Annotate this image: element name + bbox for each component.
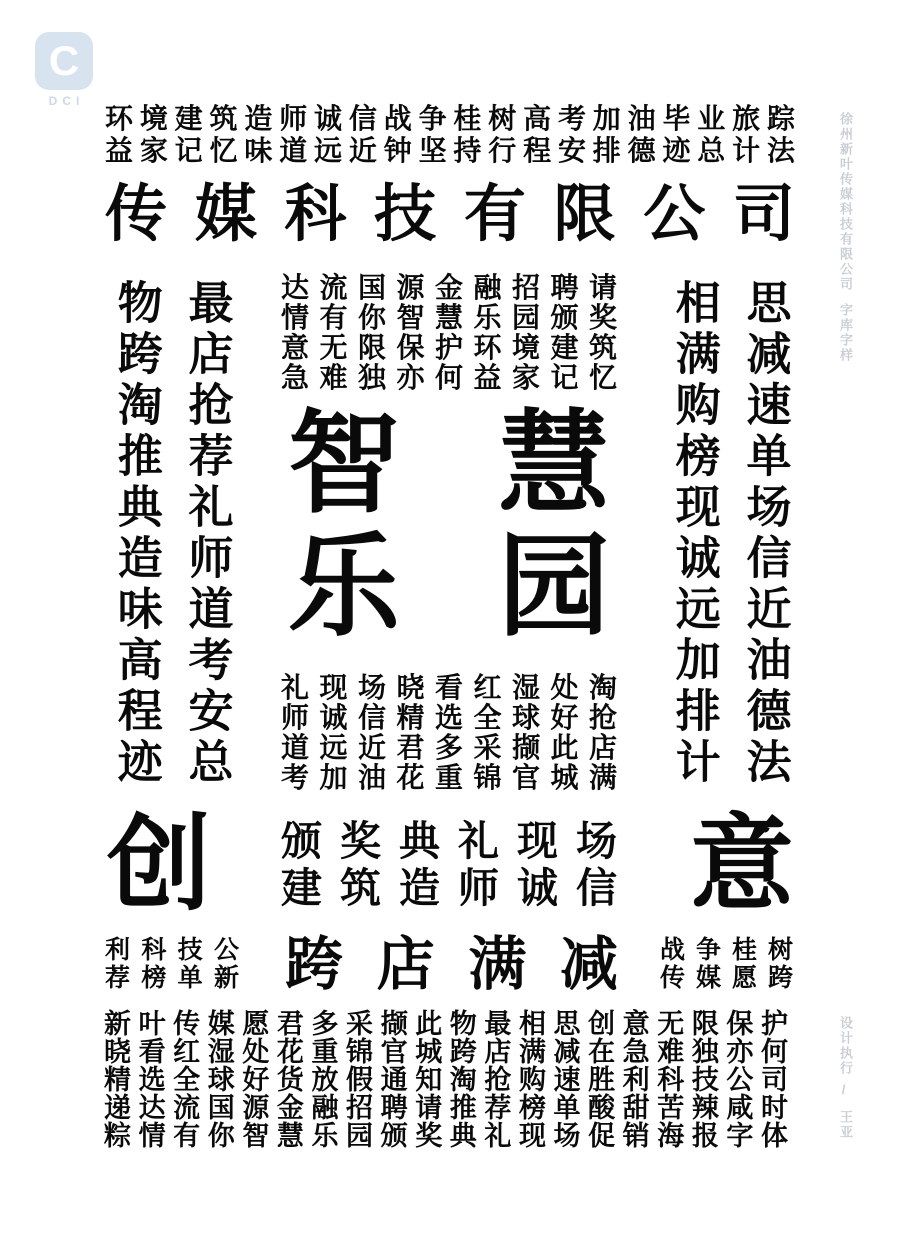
bottom-para-line-5: 粽情有你智慧乐园颁奖典礼现场促销海报字体 bbox=[104, 1121, 788, 1151]
caption-designer-name: 王亚 bbox=[838, 1110, 853, 1140]
left-vertical-column-1: 物跨淘推典造味高程迹 bbox=[110, 279, 162, 789]
bottom-mid-line-2: 建筑造师诚信 bbox=[281, 865, 617, 911]
logo-icon bbox=[35, 32, 93, 90]
bottom-para-line-1: 新叶传媒愿君多采撷此物最相思创意无限保护 bbox=[104, 1009, 788, 1039]
big-char-right: 意 bbox=[689, 807, 794, 923]
para-top-line-1: 达流国源金融招聘请 bbox=[281, 272, 617, 303]
center-paragraph-bottom bbox=[281, 673, 617, 793]
sample-line-2: 益家记忆味道远近钟坚持行程安排德迹总计法 bbox=[105, 135, 795, 166]
feature-line-2: 乐园 bbox=[288, 524, 610, 649]
left-vertical-columns bbox=[110, 279, 233, 789]
bottom-small-right-line-2: 传媒愿跨 bbox=[660, 964, 793, 992]
sample-line-1: 环境建筑造师诚信战争桂树高考加油毕业旅踪 bbox=[105, 103, 795, 134]
caption-separator: / bbox=[836, 1082, 851, 1097]
feature-characters bbox=[288, 402, 610, 648]
logo-letter: C bbox=[48, 37, 80, 84]
bottom-para-line-4: 递达流国源金融招聘请推荐榜单酸甜苦辣咸时 bbox=[104, 1093, 788, 1123]
para-top-line-3: 意无限保护环境建筑 bbox=[281, 332, 617, 363]
big-char-left: 创 bbox=[107, 807, 212, 923]
caption-design-label: 设计执行 bbox=[838, 1016, 853, 1076]
bottom-small-left-line-2: 荐榜单新 bbox=[105, 964, 239, 992]
bottom-small-right-line-1: 战争桂树 bbox=[660, 936, 793, 964]
logo-subtext: DCI bbox=[48, 94, 85, 108]
caption-company-name: 徐州新叶传媒科技有限公司 bbox=[838, 112, 853, 292]
bottom-small-left-line-1: 利科技公 bbox=[105, 936, 239, 964]
main-title: 传媒科技有限公司 bbox=[105, 180, 795, 249]
bottom-mid-large: 跨店满减 bbox=[285, 932, 618, 997]
header-sample-lines bbox=[105, 103, 795, 167]
logo bbox=[35, 32, 93, 108]
bottom-paragraph bbox=[104, 1010, 788, 1150]
bottom-mid-lines bbox=[281, 818, 617, 912]
bottom-small-left bbox=[105, 936, 239, 992]
bottom-para-line-3: 精选全球好货放假通知淘抢购速胜利科技公司 bbox=[104, 1065, 788, 1095]
caption-font-sample-label: 字库字样 bbox=[838, 303, 853, 363]
para-top-line-4: 急难独亦何益家记忆 bbox=[281, 362, 617, 393]
bottom-small-right bbox=[660, 936, 793, 992]
para-bottom-line-4: 考加油花重锦官城满 bbox=[281, 762, 617, 793]
para-top-line-2: 情有你智慧乐园颁奖 bbox=[281, 302, 617, 333]
feature-line-1: 智慧 bbox=[288, 401, 610, 526]
para-bottom-line-1: 礼现场晓看红湿处淘 bbox=[281, 672, 617, 703]
bottom-mid-line-1: 颁奖典礼现场 bbox=[281, 818, 617, 864]
bottom-para-line-2: 晓看红湿处花重锦官城跨店满减在急难独亦何 bbox=[104, 1037, 788, 1067]
right-vertical-columns bbox=[668, 279, 791, 789]
right-vertical-column-1: 相满购榜现诚远加排计 bbox=[668, 279, 720, 789]
para-bottom-line-3: 道远近君多采撷此店 bbox=[281, 732, 617, 763]
right-vertical-column-2: 思减速单场信近油德法 bbox=[739, 279, 791, 789]
left-vertical-column-2: 最店抢荐礼师道考安总 bbox=[181, 279, 233, 789]
para-bottom-line-2: 师诚信精选全球好抢 bbox=[281, 702, 617, 733]
center-paragraph-top bbox=[281, 273, 617, 393]
